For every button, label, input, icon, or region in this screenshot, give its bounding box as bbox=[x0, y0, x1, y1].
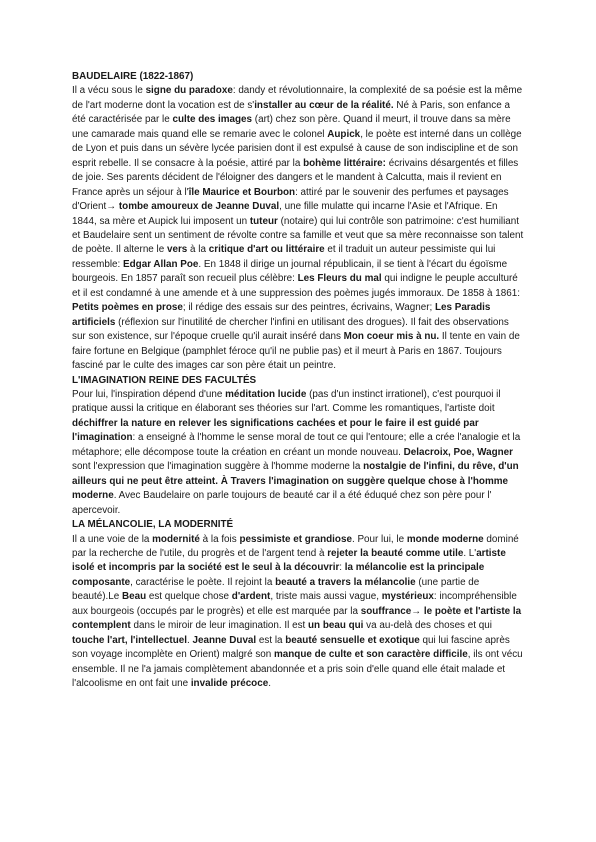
document-page bbox=[72, 70, 524, 691]
text-run: : a enseigné à l'homme le sense moral de tout ce qui l'entoure; elle a crée l'analogie et la métaphore; elle décompose toute la création en créant un monde nouveau. bbox=[72, 432, 521, 458]
text-run: Pour lui, l'inspiration dépend d'une bbox=[72, 388, 226, 400]
text-run: qui lui fascine après son voyage incomplète en Orient) malgré son bbox=[72, 634, 510, 661]
text-run: . bbox=[268, 678, 271, 690]
text-run: , le poète est interné dans un collège de Lyon et puis dans un sévère lycée parisien dont il est expulsé à cause de son indiscipline et de son esprit rebelle. Il se consacre à la poésie, attiré par la bbox=[72, 128, 522, 169]
section-paragraph bbox=[72, 84, 524, 373]
text-run: (pas d'un instinct irrationel), c'est pourquoi il pratique aussi la critique en élaborant ses théories sur l'art. Comme les romantiques, l'artiste doit bbox=[72, 388, 501, 415]
text-run: , caractérise le poète. Il rejoint la bbox=[130, 576, 276, 588]
bold-run: un beau qui bbox=[308, 620, 364, 632]
text-run: va au-delà des choses et qui bbox=[363, 620, 492, 632]
text-run: Né à Paris, son enfance a été caractérisée par le bbox=[72, 99, 510, 126]
text-run: dans le miroir de leur imagination. Il est bbox=[130, 620, 309, 632]
bold-run: vers bbox=[166, 244, 188, 256]
bold-run: Edgar Allan Poe bbox=[123, 258, 199, 270]
text-run: . L' bbox=[463, 547, 477, 559]
bold-run: pessimiste et grandiose bbox=[239, 533, 352, 545]
bold-run: critique d'art ou littéraire bbox=[208, 244, 325, 256]
section-baudelaire bbox=[72, 70, 524, 374]
text-run: est quelque chose bbox=[146, 591, 232, 603]
bold-run: la mélancolie est la principale composante bbox=[72, 562, 485, 588]
text-run: sont l'expression que l'imagination suggère à l'homme moderne la bbox=[72, 461, 364, 473]
text-run: Il tente en vain de faire fortune en Belgique (pamphlet féroce qu'il ne publie pas) et il meurt à Paris en 1867. Toujours fasciné par le culte des images car son père était un peintre. bbox=[72, 331, 520, 372]
text-run: . En 1848 il dirige un journal républicain, il se tient à l'écart du égoïsme bourgeois. En 1857 paraît son recueil plus célèbre: bbox=[72, 258, 508, 285]
text-run: ; il rédige des essais sur des peintres, écrivains, Wagner; bbox=[182, 302, 435, 314]
bold-run: rejeter la beauté comme utile bbox=[327, 547, 464, 559]
text-run: et il traduit un auteur pessimiste qui lui ressemble: bbox=[72, 244, 496, 270]
bold-run: beauté sensuelle et exotique bbox=[285, 634, 420, 646]
text-run: Il a une voie de la bbox=[72, 533, 153, 545]
bold-run: Aupick bbox=[327, 128, 361, 140]
section-imagination bbox=[72, 374, 524, 519]
bold-run: signe du paradoxe bbox=[145, 85, 233, 97]
bold-run: Jeanne Duval bbox=[192, 634, 257, 646]
text-run: Il a vécu sous le bbox=[72, 85, 146, 97]
bold-run: Mon coeur mis à nu. bbox=[343, 331, 440, 343]
bold-run: Petits poèmes en prose bbox=[72, 302, 183, 314]
text-run: (art) chez son père. Quand il meurt, il trouve dans sa mère une camarade mais quand elle se remarie avec le colonel bbox=[72, 114, 511, 140]
bold-run: Delacroix, Poe, Wagner bbox=[403, 446, 513, 458]
text-run: , triste mais aussi vague, bbox=[270, 591, 382, 603]
bold-run: île Maurice et Bourbon bbox=[188, 186, 296, 198]
bold-run: bohème littéraire: bbox=[303, 157, 386, 169]
text-run: , ils ont vécu ensemble. Il ne l'a jamais complètement abandonnée et a pris soin d'elle quand elle était malade et l'alcoolisme en ont fait une bbox=[72, 649, 523, 690]
bold-run: monde moderne bbox=[406, 533, 484, 545]
text-run: . Avec Baudelaire on parle toujours de beauté car il a été éduqué chez son père pour l' apercevoir. bbox=[72, 490, 492, 516]
bold-run: d'ardent bbox=[231, 591, 271, 603]
section-paragraph bbox=[72, 388, 524, 518]
text-run: . Pour lui, le bbox=[351, 533, 407, 545]
section-paragraph bbox=[72, 533, 524, 692]
bold-run: installer au cœur de la réalité. bbox=[254, 99, 394, 111]
bold-run: manque de culte et son caractère difficile bbox=[274, 649, 468, 661]
text-run: qui indigne le peuple acculturé et il est condamné à une amende et à une suppression des poèmes jugés immoraux. De 1858 à 1861: bbox=[72, 273, 520, 299]
bold-run: souffrance→ le poète et l'artiste la contemplent bbox=[72, 605, 522, 632]
text-run: dominé par la recherche de l'utile, du progrès et de l'argent tend à bbox=[72, 533, 519, 559]
section-title: BAUDELAIRE (1822-1867) bbox=[72, 71, 194, 82]
bold-run: Les Fleurs du mal bbox=[297, 273, 382, 285]
bold-run: artiste isolé et incompris par la société est le seul à la découvrir bbox=[72, 547, 506, 574]
bold-run: touche l'art, l'intellectuel bbox=[72, 634, 187, 646]
text-run: est la bbox=[256, 634, 286, 646]
bold-run: culte des images bbox=[172, 114, 253, 126]
text-run: : dandy et révolutionnaire, la complexité de sa poésie est la même de l'art moderne dont la vocation est de s' bbox=[72, 85, 523, 111]
bold-run: nostalgie de l'infini, du rêve, d'un ailleurs qui ne peut être atteint. À Travers l'imagination on suggère quelque chose à l'homme moderne bbox=[72, 461, 519, 502]
bold-run: modernité bbox=[152, 533, 200, 545]
bold-run: beauté a travers la mélancolie bbox=[275, 576, 416, 588]
text-run: : attiré par le souvenir des perfumes et paysages d'Orient→ bbox=[72, 186, 509, 213]
text-run: à la fois bbox=[199, 533, 240, 545]
bold-run: Les Paradis artificiels bbox=[72, 302, 491, 328]
text-run: écrivains désargentés et filles de joie. Ses parents décident de l'éloigner des dangers et le mandent à Calcutta, mais il revient en France après un séjour à l' bbox=[72, 157, 519, 198]
section-title: LA MÉLANCOLIE, LA MODERNITÉ bbox=[72, 519, 234, 531]
text-run: . bbox=[187, 634, 193, 646]
text-run: : incompréhensible aux bourgeois (occupés par le progrès) et elle est marquée par la bbox=[72, 591, 517, 617]
bold-run: mystérieux bbox=[381, 591, 434, 603]
text-run: : bbox=[339, 562, 345, 574]
text-run: , une fille mulatte qui incarne l'Asie et l'Afrique. En 1844, sa mère et Aupick lui imposent un bbox=[72, 201, 498, 227]
text-run: (une partie de beauté).Le bbox=[72, 576, 480, 603]
bold-run: Beau bbox=[121, 591, 147, 603]
bold-run: déchiffrer la nature en relever les significations cachées et pour le faire il est guidé par l'imagination bbox=[72, 417, 479, 444]
section-melancolie bbox=[72, 518, 524, 691]
bold-run: tombe amoureux de Jeanne Duval bbox=[118, 201, 280, 213]
bold-run: invalide précoce bbox=[190, 678, 269, 690]
text-run: (notaire) qui lui contrôle son patrimoine: c'est humiliant et Baudelaire sent un sentiment de révolte contre sa famille et veut que sa mère reconnaisse son talent de poète. Il alterne le bbox=[72, 215, 524, 256]
bold-run: méditation lucide bbox=[225, 388, 307, 400]
bold-run: tuteur bbox=[249, 215, 278, 227]
section-title: L'IMAGINATION REINE DES FACULTÉS bbox=[72, 374, 257, 386]
text-run: à la bbox=[187, 244, 209, 256]
text-run: (réflexion sur l'inutilité de chercher l'infini en utilisant des drogues). Il fait des observations sur son existence, sur l'époque cruelle qu'il aurait inséré dans bbox=[72, 316, 509, 343]
